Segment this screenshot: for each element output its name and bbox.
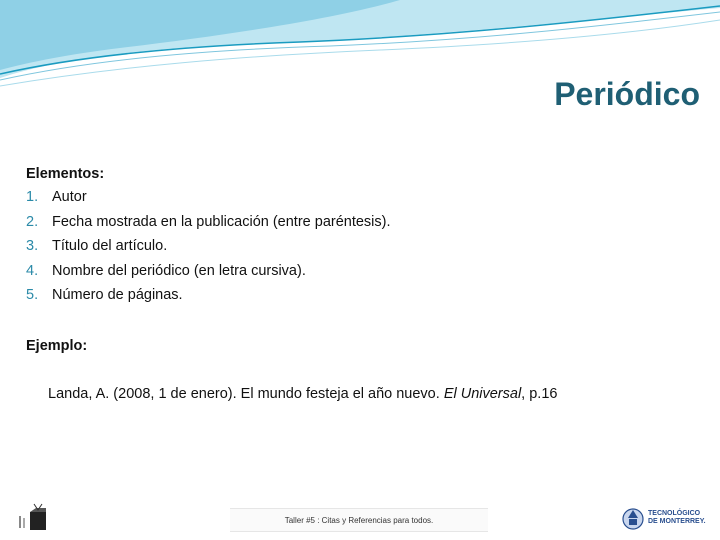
elements-heading: Elementos: [26,166,105,182]
reference-text: Landa, A. (2008, 1 de enero). El mundo festeja el año nuevo. [48,386,444,402]
elements-section [26,166,686,308]
list-item [26,210,686,235]
list-item [26,283,686,308]
tec-logo-line1: TECNOLÓGICO [648,510,701,517]
list-item-number: 3. [26,238,39,254]
list-item-number: 2. [26,213,39,230]
book-logo-icon [16,502,52,534]
slide-title: Periódico [554,76,700,112]
tec-logo [622,502,712,534]
example-heading: Ejemplo: [26,338,88,354]
list-item-number: 1. [26,189,39,205]
list-item-number: 4. [26,262,39,279]
footer-text: Taller #5 : Citas y Referencias para todos. [284,515,434,525]
tec-seal-icon [622,504,644,532]
list-item [26,234,686,259]
list-item [26,259,686,284]
tec-logo-line2: DE MONTERREY. [648,518,706,525]
elements-list [26,185,686,308]
reference-pages: , p.16 [521,386,558,402]
list-item [26,185,686,210]
list-item-text: Autor [52,189,87,205]
list-item-text: Fecha mostrada en la publicación (entre paréntesis). [52,213,391,230]
list-item-text: Número de páginas. [52,287,183,303]
footer-caption [230,508,488,532]
list-item-text: Título del artículo. [52,238,168,254]
list-item-text: Nombre del periódico (en letra cursiva). [52,262,306,279]
reference-example [48,386,557,402]
reference-newspaper-name: El Universal [443,386,522,402]
list-item-number: 5. [26,287,39,303]
